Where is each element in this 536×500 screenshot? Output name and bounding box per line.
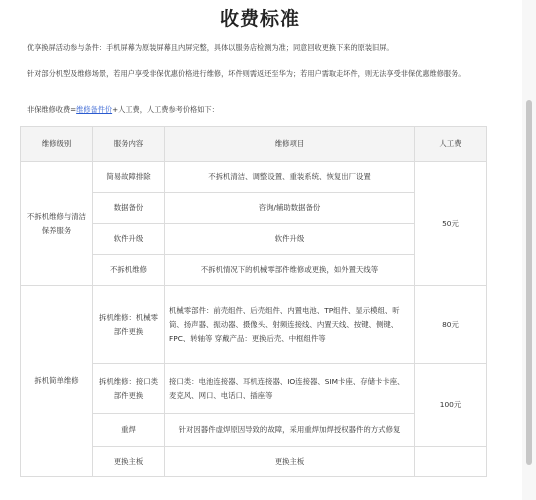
fee-formula-prefix: 非保维修收费= bbox=[27, 105, 77, 114]
table-row bbox=[21, 286, 487, 364]
vertical-scrollbar[interactable] bbox=[522, 0, 536, 500]
service-cell: 拆机维修：接口类部件更换 bbox=[93, 364, 165, 414]
fee-cell: 80元 bbox=[415, 286, 487, 364]
items-cell: 不拆机清洁、调整设置、重装系统、恢复出厂设置 bbox=[165, 162, 415, 193]
service-cell: 更换主板 bbox=[93, 447, 165, 477]
service-cell: 数据备份 bbox=[93, 193, 165, 224]
header-items: 维修项目 bbox=[165, 127, 415, 162]
page-title: 收费标准 bbox=[219, 8, 300, 30]
header-level: 维修级别 bbox=[21, 127, 93, 162]
fee-table bbox=[20, 126, 487, 477]
fee-cell-empty bbox=[415, 447, 487, 477]
table-row bbox=[21, 162, 487, 193]
parts-price-link[interactable]: 维修备件价 bbox=[76, 105, 113, 114]
service-cell: 不拆机维修 bbox=[93, 255, 165, 286]
items-cell: 更换主板 bbox=[165, 447, 415, 477]
items-cell: 咨询/辅助数据备份 bbox=[165, 193, 415, 224]
scrollbar-thumb[interactable] bbox=[526, 100, 532, 465]
fee-cell: 50元 bbox=[415, 162, 487, 286]
paragraph-conditions: 优享换屏活动参与条件：手机屏幕为原装屏幕且内屏完整，具体以服务店检测为准；同意回收更换下来的原装旧屏。 bbox=[27, 43, 394, 52]
header-service: 服务内容 bbox=[93, 127, 165, 162]
service-cell: 拆机维修：机械零部件更换 bbox=[93, 286, 165, 364]
service-cell: 重焊 bbox=[93, 414, 165, 447]
level-cell: 不拆机维修与清洁保养服务 bbox=[21, 162, 93, 286]
items-cell: 机械零部件：前壳组件、后壳组件、内置电池、TP组件、显示模组、听筒、扬声器、振动器、摄像头、射频连接线、内置天线、按键、侧键、FPC、转轴等 穿戴产品：更换后壳、中框组件等 bbox=[165, 286, 415, 364]
level-cell: 拆机简单维修 bbox=[21, 286, 93, 477]
items-cell: 接口类：电池连接器、耳机连接器、IO连接器、SIM卡座、存储卡卡座、麦克风、网口、电话口、插座等 bbox=[165, 364, 415, 414]
items-cell: 软件升级 bbox=[165, 224, 415, 255]
paragraph-repair-policy: 针对部分机型及维修场景，若用户享受非保优惠价格进行维修，坏件则需返还至华为；若用户需取走坏件，则无法享受非保优惠维修服务。 bbox=[27, 69, 466, 78]
table-header-row bbox=[21, 127, 487, 162]
service-cell: 软件升级 bbox=[93, 224, 165, 255]
items-cell: 针对因器件虚焊原因导致的故障，采用重焊加焊授权器件的方式修复 bbox=[165, 414, 415, 447]
header-fee: 人工费 bbox=[415, 127, 487, 162]
items-cell: 不拆机情况下的机械零部件维修或更换，如外置天线等 bbox=[165, 255, 415, 286]
fee-formula-suffix: +人工费，人工费参考价格如下： bbox=[112, 105, 219, 114]
service-cell: 简易故障排除 bbox=[93, 162, 165, 193]
paragraph-fee-formula bbox=[27, 103, 505, 117]
fee-cell: 100元 bbox=[415, 364, 487, 447]
